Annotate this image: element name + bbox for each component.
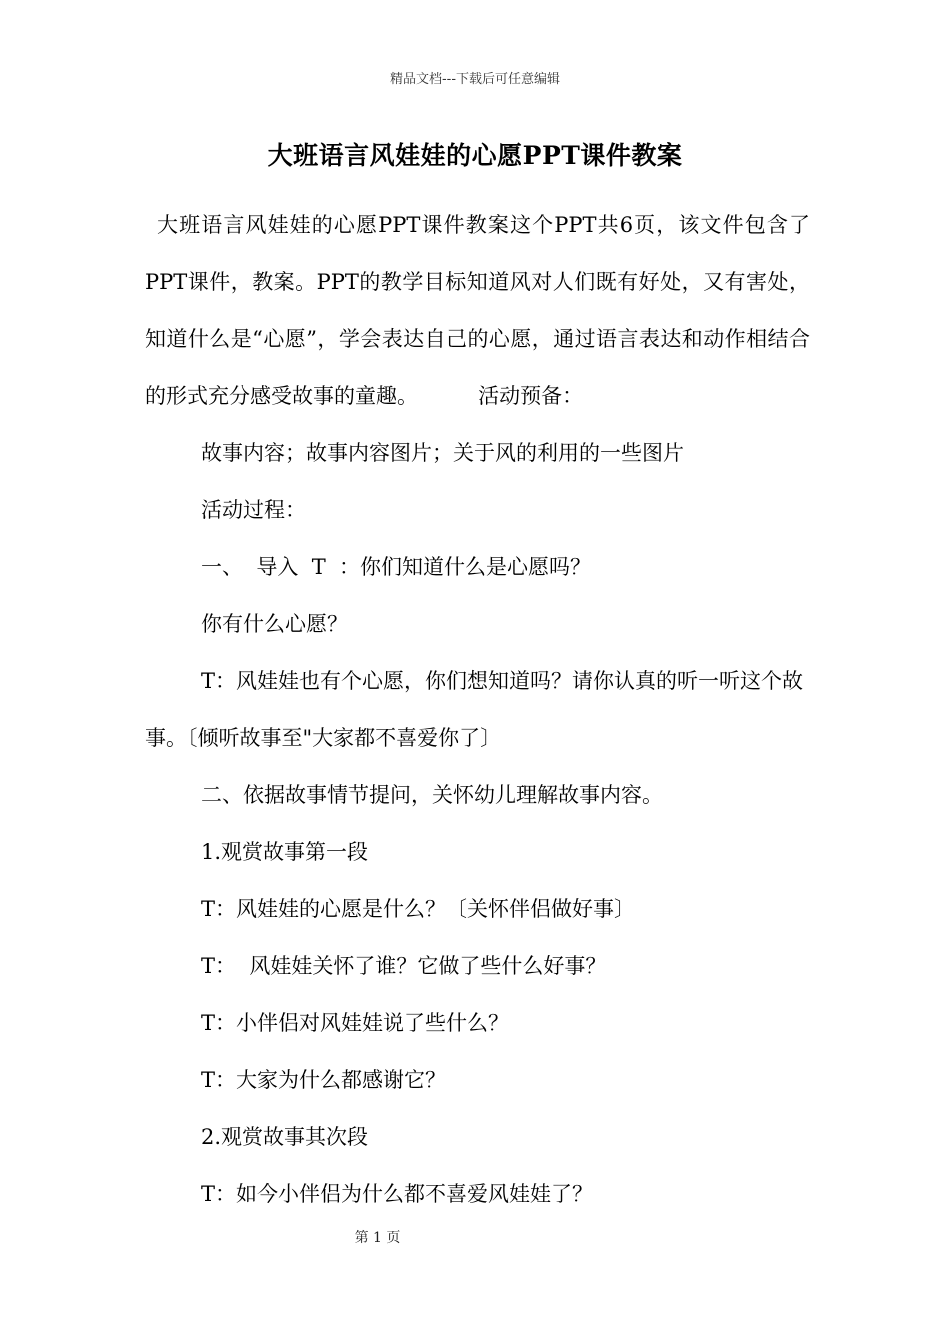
body-paragraph: T：小伴侣对风娃娃说了些什么？	[201, 1011, 510, 1035]
body-paragraph: 活动过程：	[201, 498, 306, 522]
page-number: 第 1 页	[354, 1230, 401, 1246]
body-paragraph: T：大家为什么都感谢它？	[201, 1068, 447, 1092]
section-heading: 二、依据故事情节提问，关怀幼儿理解故事内容。	[201, 783, 663, 807]
document-title: 大班语言风娃娃的心愿PPT课件教案	[267, 141, 683, 170]
body-paragraph: T： 风娃娃关怀了谁？它做了些什么好事？	[201, 954, 607, 978]
body-paragraph: T：如今小伴侣为什么都不喜爱风娃娃了？	[201, 1182, 594, 1206]
body-paragraph: 2.观赏故事其次段	[201, 1125, 369, 1149]
body-paragraph: 1.观赏故事第一段	[201, 840, 369, 864]
document-body	[145, 197, 810, 1223]
page-header: 精品文档---下载后可任意编辑	[389, 72, 561, 87]
body-paragraph: T：风娃娃的心愿是什么？〔关怀伴侣做好事〕	[201, 897, 636, 921]
body-paragraph: 你有什么心愿？	[201, 612, 348, 636]
intro-paragraph: 大班语言风娃娃的心愿PPT课件教案这个PPT共6页，该文件包含了PPT课件，教案。PPT的教学目标知道风对人们既有好处，又有害处，知道什么是“心愿”，学会表达自己的心愿，通过语言表达和动作相结合的形式充分感受故事的童趣。 活动预备：	[145, 213, 810, 408]
body-paragraph: 故事内容；故事内容图片；关于风的利用的一些图片	[201, 441, 684, 465]
body-paragraph: 一、 导入 T ：你们知道什么是心愿吗？	[201, 555, 592, 579]
body-paragraph: T：风娃娃也有个心愿，你们想知道吗？请你认真的听一听这个故事。〔倾听故事至"大家都不喜爱你了〕	[145, 669, 804, 750]
